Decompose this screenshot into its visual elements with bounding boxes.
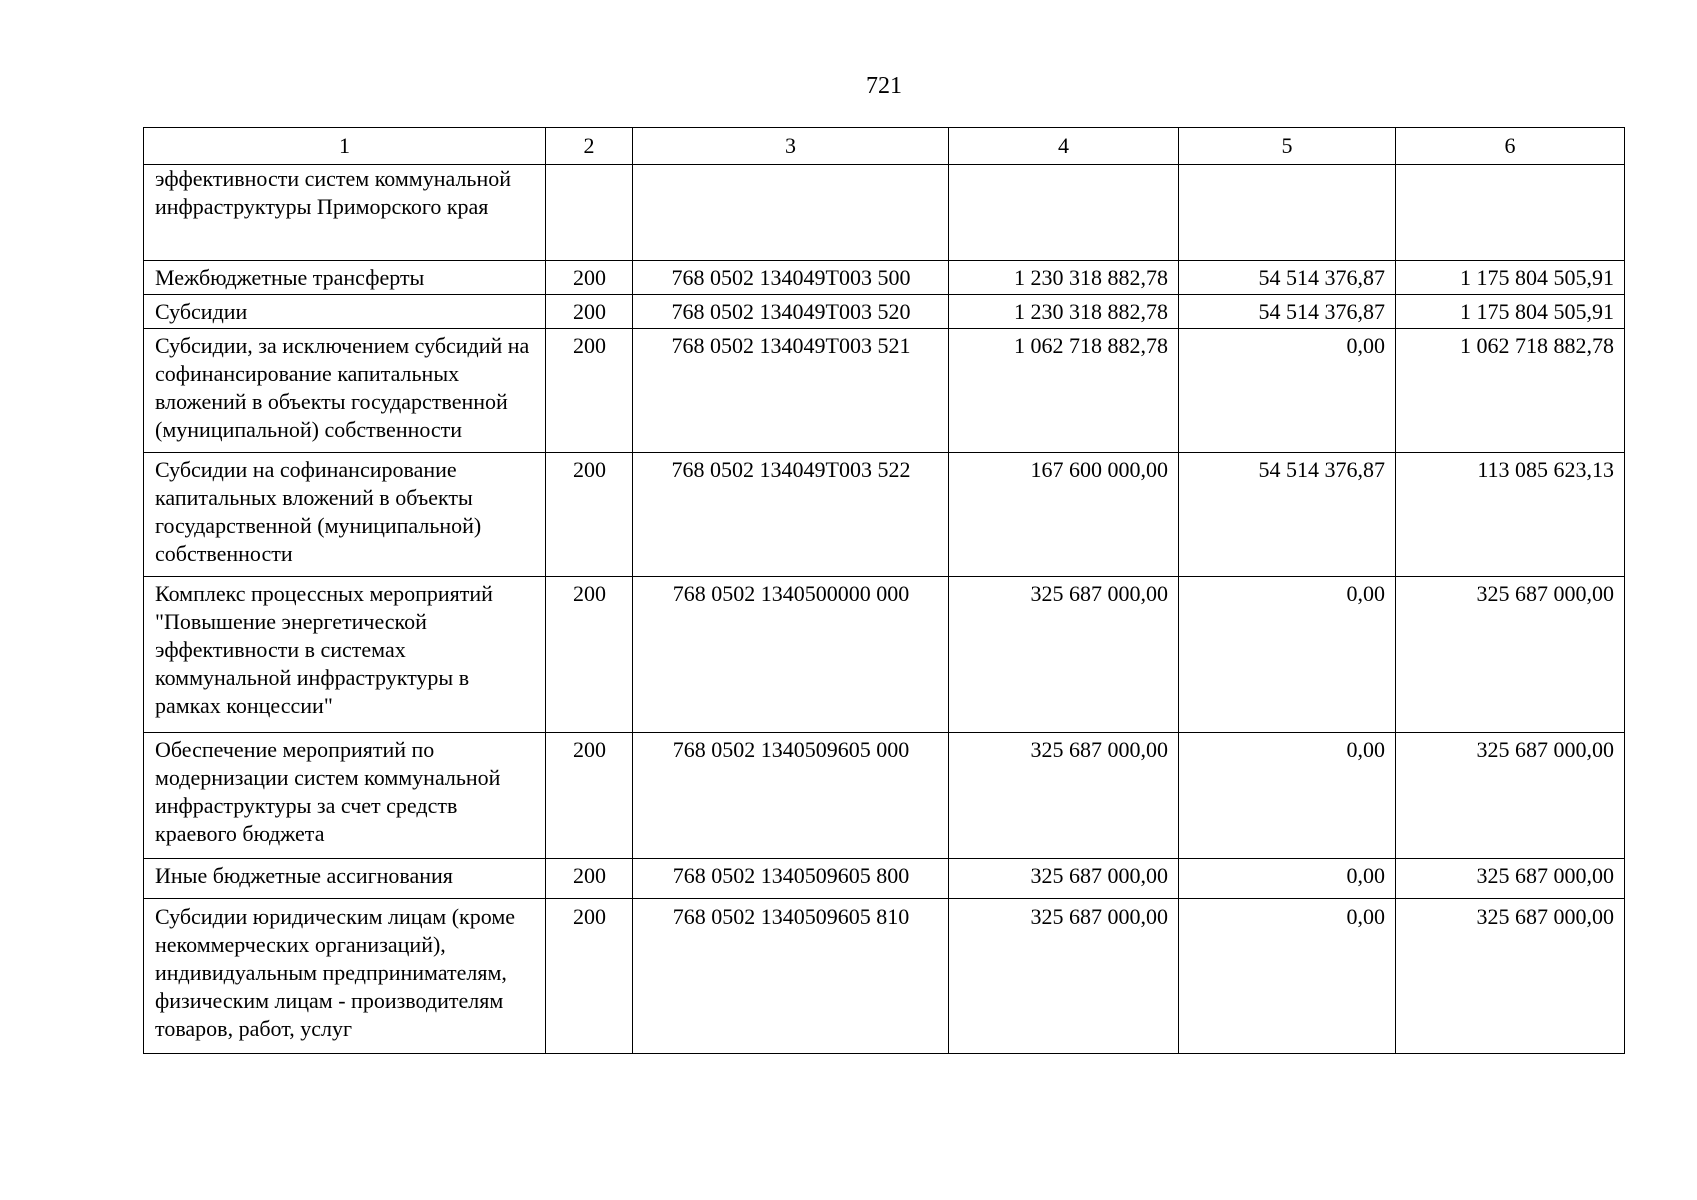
table-row [144, 329, 1625, 453]
row-value-4: 1 062 718 882,78 [949, 329, 1179, 453]
column-header-2: 2 [546, 128, 633, 165]
row-value-6: 325 687 000,00 [1396, 859, 1625, 899]
row-ved: 200 [546, 295, 633, 329]
row-value-4: 325 687 000,00 [949, 859, 1179, 899]
row-value-4: 325 687 000,00 [949, 733, 1179, 859]
row-ved: 200 [546, 261, 633, 295]
table-row [144, 453, 1625, 577]
row-value-6: 1 175 804 505,91 [1396, 295, 1625, 329]
row-code: 768 0502 134049Т003 520 [633, 295, 949, 329]
table-row [144, 261, 1625, 295]
row-value-5: 0,00 [1179, 329, 1396, 453]
row-code: 768 0502 1340500000 000 [633, 577, 949, 733]
row-ved: 200 [546, 577, 633, 733]
row-name: Субсидии юридическим лицам (кроме некоммерческих организаций), индивидуальным предпринимателям, физическим лицам - производителям товаров, работ, услуг [144, 899, 546, 1054]
row-name: Комплекс процессных мероприятий "Повышение энергетической эффективности в системах коммунальной инфраструктуры в рамках концессии" [144, 577, 546, 733]
row-value-4: 325 687 000,00 [949, 899, 1179, 1054]
column-header-5: 5 [1179, 128, 1396, 165]
column-header-3: 3 [633, 128, 949, 165]
row-name: Субсидии на софинансирование капитальных вложений в объекты государственной (муниципальной) собственности [144, 453, 546, 577]
row-value-5: 54 514 376,87 [1179, 295, 1396, 329]
row-ved: 200 [546, 453, 633, 577]
row-ved: 200 [546, 859, 633, 899]
table-row [144, 899, 1625, 1054]
row-value-4: 1 230 318 882,78 [949, 261, 1179, 295]
table-row [144, 577, 1625, 733]
row-name: Иные бюджетные ассигнования [144, 859, 546, 899]
column-header-1: 1 [144, 128, 546, 165]
row-code: 768 0502 134049Т003 521 [633, 329, 949, 453]
row-value-5: 54 514 376,87 [1179, 453, 1396, 577]
row-value-6 [1396, 165, 1625, 261]
row-value-5: 0,00 [1179, 577, 1396, 733]
page-number: 721 [866, 73, 902, 99]
row-code: 768 0502 1340509605 810 [633, 899, 949, 1054]
budget-table [143, 127, 1625, 1054]
column-header-6: 6 [1396, 128, 1625, 165]
row-name: Обеспечение мероприятий по модернизации систем коммунальной инфраструктуры за счет средств краевого бюджета [144, 733, 546, 859]
table-row [144, 733, 1625, 859]
row-name: эффективности систем коммунальной инфраструктуры Приморского края [144, 165, 546, 261]
row-value-5: 54 514 376,87 [1179, 261, 1396, 295]
row-code: 768 0502 134049Т003 500 [633, 261, 949, 295]
row-value-5: 0,00 [1179, 899, 1396, 1054]
row-name: Субсидии [144, 295, 546, 329]
column-header-4: 4 [949, 128, 1179, 165]
row-value-6: 1 062 718 882,78 [1396, 329, 1625, 453]
table-row [144, 859, 1625, 899]
row-code: 768 0502 1340509605 000 [633, 733, 949, 859]
row-code: 768 0502 134049Т003 522 [633, 453, 949, 577]
row-ved: 200 [546, 733, 633, 859]
row-value-5: 0,00 [1179, 859, 1396, 899]
row-value-6: 325 687 000,00 [1396, 899, 1625, 1054]
row-code [633, 165, 949, 261]
row-value-6: 325 687 000,00 [1396, 577, 1625, 733]
row-value-5 [1179, 165, 1396, 261]
table-row [144, 165, 1625, 261]
row-ved [546, 165, 633, 261]
row-value-6: 1 175 804 505,91 [1396, 261, 1625, 295]
row-value-6: 113 085 623,13 [1396, 453, 1625, 577]
row-ved: 200 [546, 329, 633, 453]
row-code: 768 0502 1340509605 800 [633, 859, 949, 899]
row-value-4 [949, 165, 1179, 261]
table-header-row [144, 128, 1625, 165]
row-value-6: 325 687 000,00 [1396, 733, 1625, 859]
table-row [144, 295, 1625, 329]
row-name: Межбюджетные трансферты [144, 261, 546, 295]
row-value-4: 167 600 000,00 [949, 453, 1179, 577]
row-value-4: 325 687 000,00 [949, 577, 1179, 733]
row-name: Субсидии, за исключением субсидий на софинансирование капитальных вложений в объекты государственной (муниципальной) собственности [144, 329, 546, 453]
row-ved: 200 [546, 899, 633, 1054]
row-value-5: 0,00 [1179, 733, 1396, 859]
row-value-4: 1 230 318 882,78 [949, 295, 1179, 329]
